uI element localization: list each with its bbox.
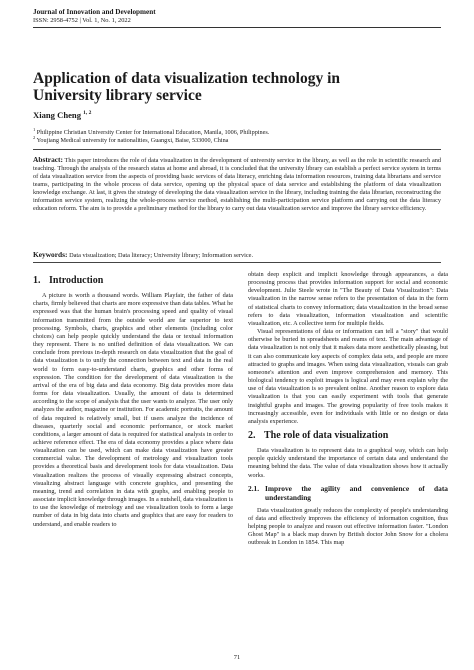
abstract-text: This paper introduces the role of data visualization in the development of university service in the library, as well as the role in scientific research and teaching. Through the analysis of the research status at home and abroad, it is concluded that the university library can establish a perfect service system in terms of data visualization service from the aspects of providing basic services of data literacy, enriching data information resources, training data librarians and service teams, participating in the whole process of data service, opening up the physical space of data service and establishing the platform of data visualization knowledge exchange. At last, it gives the strategy of developing the data visualization service in the library, including training the data librarian, reconstructing the information service system, realizing the whole-process service method, establishing the multi-participation service platform and carrying out the data literacy education reform. The aim is to provide a preliminary method for the library to carry out data visualization service and improve the library service efficiency. [33, 157, 441, 212]
section-number: 1. [33, 275, 41, 286]
affiliation-2 [33, 135, 228, 144]
abstract [33, 156, 441, 213]
affiliation-text: Philippine Christian University Center for International Education, Manila, 1006, Philippines. [36, 129, 270, 137]
abstract-label: Abstract: [33, 155, 63, 164]
abstract-top-rule [33, 149, 441, 150]
keywords-text: Data visualization; Data literacy; University library; Information service. [69, 252, 254, 259]
header-rule [33, 27, 441, 28]
left-column [33, 271, 233, 529]
right-column [248, 271, 448, 548]
affiliation-mark: 2 [33, 135, 36, 140]
keywords [33, 250, 441, 259]
paragraph: Data visualization is to represent data in a graphical way, which can help people quickly understand the importance of certain data and understand the meaning behind the data. The value of data visualization shows how it actually works. [248, 447, 448, 479]
keywords-label: Keywords: [33, 250, 68, 259]
author-name: Xiang Cheng [33, 110, 81, 120]
issn-line: ISSN: 2958-4752 | Vol. 1, No. 1, 2022 [33, 17, 131, 24]
section-2-heading [248, 429, 448, 441]
section-number: 2. [248, 429, 256, 441]
paragraph: A picture is worth a thousand words. William Playfair, the father of data charts, firmly believed that charts are more expressive than data tables. What he expressed was that the human brain's processing speed and quality of visual information transmitted from the outside world are far superior to text processing. Symbols, charts, graphics and other elements (including color choices) can help people quickly understand the data or textual information they represent. There is no unified definition of data visualization. We can conclude from previous in-depth research on data visualization that the goal of data visualization is to unify the connection between text and data in the real world to form easy-to-understand charts, graphics and other forms of expression. The condition for the development of data visualization is the arrival of the era of big data and data economy. Big data provides more data forms for data visualization. Usually, the amount of data is determined according to the scope of analysis that the user wants to analyze. The user only analyzes the author, magazine or institution. For academic portraits, the amount of data required is relatively small, but if users analyze the incidence of diseases, quarterly social and economic performance, or stock market conditions, a larger amount of data is required for statistical analysis in order to achieve reference effect. The era of data economy provides a place where data visualization can be used, which can make data visualization have greater commercial value. The development of metrology and visualization tools provides a theoretical basis and development tools for data visualization. Data visualization realizes the process of visually expressing abstract concepts, visualizing abstract language with concrete graphics, and presenting the meaning, trend and correlation in data with graphs, and enabling people to associate implicit knowledge through images. In a nutshell, data visualization is to use the knowledge of metrology and use visualization tools to form a large number of data in big data into charts and graphics that are easy for readers to understand, and enable readers to [33, 292, 233, 528]
section-1-heading [33, 277, 233, 285]
journal-name: Journal of Innovation and Development [33, 8, 156, 16]
keywords-bottom-rule [33, 262, 441, 263]
section-2-1-heading [248, 484, 448, 502]
affiliation-mark: 1 [33, 127, 36, 132]
affiliation-text: Youjiang Medical university for nationalities, Guangxi, Baise, 533000, China [36, 137, 229, 145]
paper-title [33, 70, 433, 104]
paragraph: Visual representations of data or information can tell a "story" that would otherwise be buried in spreadsheets and reams of text. The main advantage of data visualization is not only that it makes data more aesthetically pleasing, but it can also communicate key aspects of complex data sets, and people are more attracted to graphs and images. When using data visualization, visuals can grab someone's attention and even improve comprehension and memory. This biological tendency to exploit images is logical and may even explain why the use of data visualization is so prevalent online. Another reason to explore data visualization is that you can easily experiment with tools that generate insightful graphs and images. The growing popularity of free tools makes it increasingly accessible, even for individuals with little or no design or data analysis experience. [248, 328, 448, 425]
paragraph: Data visualization greatly reduces the complexity of people's understanding of data and effectively improves the efficiency of information cognition, thus helping people to analyze and reason out effective information faster. "London Ghost Map" is a black map drawn by British doctor John Snow for a cholera outbreak in London in 1854. This map [248, 506, 448, 547]
subsection-title: Improve the agility and convenience of data understanding [265, 483, 448, 502]
author-affiliation-marks: 1, 2 [83, 110, 92, 117]
paragraph: obtain deep explicit and implicit knowledge through appearances, a data processing process that provides information support for social and economic development. Julie Steele wrote in "The Beauty of Data Visualization": Data visualization in the narrow sense refers to the presentation of data in the form of statistical charts to convey information; data visualization in the broad sense refers to data visualization, information visualization and scientific visualization, etc. A collective term for multiple fields. [248, 271, 448, 327]
title-line-2: University library service [33, 87, 202, 104]
page-number: 71 [233, 654, 241, 661]
subsection-number: 2.1. [248, 483, 260, 493]
title-line-1: Application of data visualization technology in [33, 70, 341, 87]
section-title: Introduction [49, 275, 104, 286]
author [33, 110, 91, 120]
section-title: The role of data visualization [264, 429, 389, 441]
